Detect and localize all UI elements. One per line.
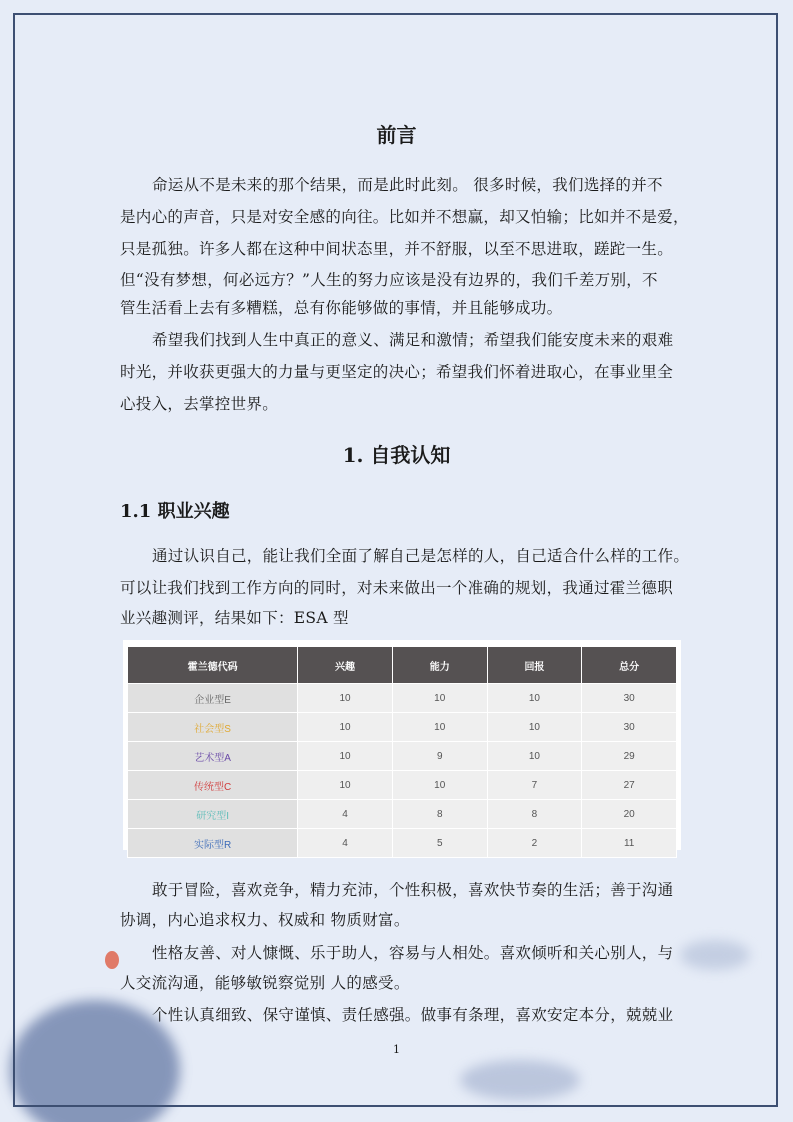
column-header: 回报 [487, 647, 582, 684]
score-cell: 10 [487, 742, 582, 771]
score-cell: 20 [582, 800, 677, 829]
score-cell: 8 [392, 800, 487, 829]
text-line: 但“没有梦想，何必远方？”人生的努力应该是没有边界的，我们千差万别，不 [120, 271, 658, 289]
text-line: 只是孤独。许多人都在这种中间状态里，并不舒服，以至不思进取，蹉跎一生。 [120, 240, 674, 258]
score-cell: 10 [298, 713, 393, 742]
score-cell: 4 [298, 829, 393, 858]
score-cell: 2 [487, 829, 582, 858]
text-line: 人交流沟通，能够敏锐察觉别 人的感受。 [120, 974, 410, 992]
holland-type-cell: 艺术型A [128, 742, 298, 771]
text-line: 命运从不是未来的那个结果，而是此时此刻。 很多时候，我们选择的并不 [152, 176, 663, 194]
score-cell: 10 [487, 713, 582, 742]
text-line: 希望我们找到人生中真正的意义、满足和激情；希望我们能安度未来的艰难 [152, 331, 674, 349]
table-row [128, 684, 677, 713]
score-cell: 30 [582, 713, 677, 742]
text-line: 管生活看上去有多糟糕，总有你能够做的事情，并且能够成功。 [120, 299, 563, 317]
column-header: 总分 [582, 647, 677, 684]
table-row [128, 829, 677, 858]
holland-type-cell: 社会型S [128, 713, 298, 742]
text-line: 心投入，去掌控世界。 [120, 395, 279, 413]
text-line: 协调，内心追求权力、权威和 物质财富。 [120, 911, 410, 929]
score-cell: 30 [582, 684, 677, 713]
score-cell: 10 [392, 713, 487, 742]
holland-type-cell: 传统型C [128, 771, 298, 800]
holland-type-cell: 实际型R [128, 829, 298, 858]
table-header-row [128, 647, 677, 684]
text-line: 是内心的声音，只是对安全感的向往。比如并不想赢，却又怕输；比如并不是爱， [120, 208, 689, 226]
text-line: 性格友善、对人慷慨、乐于助人，容易与人相处。喜欢倾听和关心别人，与 [152, 944, 674, 962]
text-line: 可以让我们找到工作方向的同时，对未来做出一个准确的规划，我通过霍兰德职 [120, 579, 674, 597]
score-cell: 27 [582, 771, 677, 800]
column-header: 兴趣 [298, 647, 393, 684]
score-cell: 11 [582, 829, 677, 858]
table-row [128, 800, 677, 829]
score-cell: 10 [392, 684, 487, 713]
text-line: 个性认真细致、保守谨慎、责任感强。做事有条理，喜欢安定本分，兢兢业 [152, 1006, 674, 1024]
page-number: 1 [393, 1043, 400, 1056]
score-cell: 10 [392, 771, 487, 800]
score-cell: 5 [392, 829, 487, 858]
score-cell: 10 [298, 684, 393, 713]
text-line: 通过认识自己，能让我们全面了解自己是怎样的人，自己适合什么样的工作。 [152, 547, 690, 565]
column-header: 能力 [392, 647, 487, 684]
section-title: 1. 自我认知 [342, 443, 451, 467]
table-row [128, 713, 677, 742]
holland-type-cell: 企业型E [128, 684, 298, 713]
table-row [128, 771, 677, 800]
subsection-title: 1.1 职业兴趣 [120, 501, 230, 522]
score-cell: 29 [582, 742, 677, 771]
score-cell: 8 [487, 800, 582, 829]
holland-type-cell: 研究型I [128, 800, 298, 829]
text-line: 业兴趣测评，结果如下：ESA 型 [120, 609, 349, 627]
score-cell: 7 [487, 771, 582, 800]
table-row [128, 742, 677, 771]
score-cell: 10 [298, 742, 393, 771]
score-cell: 4 [298, 800, 393, 829]
text-line: 敢于冒险，喜欢竞争，精力充沛，个性积极，喜欢快节奏的生活；善于沟通 [152, 881, 674, 899]
holland-code-table [127, 646, 677, 858]
text-line: 时光，并收获更强大的力量与更坚定的决心；希望我们怀着进取心，在事业里全 [120, 363, 674, 381]
column-header: 霍兰德代码 [128, 647, 298, 684]
score-cell: 10 [298, 771, 393, 800]
score-cell: 9 [392, 742, 487, 771]
preface-title: 前言 [376, 123, 417, 147]
score-cell: 10 [487, 684, 582, 713]
